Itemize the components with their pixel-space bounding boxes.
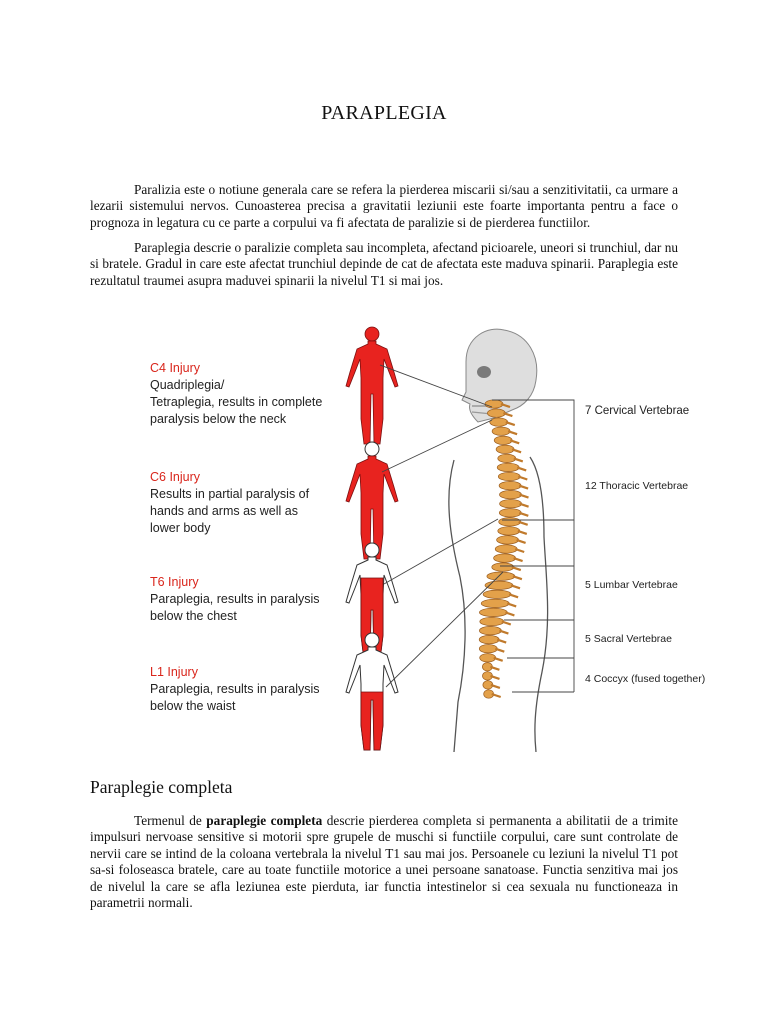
vertebra <box>500 500 522 508</box>
vertebrae-sacral-label: 5 Sacral Vertebrae <box>585 633 672 645</box>
spinous-process <box>508 431 517 434</box>
page-title: PARAPLEGIA <box>321 102 447 124</box>
paragraph-definition-text: Paraplegia descrie o paralizie completa sau incompleta, afectand picioarele, uneori si trunchiul, dar nu si bratele. Gradul in care este afectat trunchiul depinde de cat de afectata este maduva spinarii. Paraplegia este rezultatul traumei asupra maduvei spinarii la nivelul T1 si mai jos. <box>90 240 678 288</box>
spinous-process <box>497 640 506 643</box>
vertebra <box>494 436 512 444</box>
injury-l1-line1: Paraplegia, results in paralysis <box>150 682 320 696</box>
spinous-process <box>507 603 516 606</box>
injury-c6-line3: lower body <box>150 521 211 535</box>
vertebrae-cervical-label: 7 Cervical Vertebrae <box>585 405 690 417</box>
figure-c6-body <box>346 442 398 559</box>
vertebra <box>479 635 499 643</box>
vertebra <box>495 545 517 553</box>
injury-c4-line2: Tetraplegia, results in complete <box>150 395 323 409</box>
skull-illustration <box>462 329 537 422</box>
spinous-process <box>518 477 527 480</box>
injury-l1-line2: below the waist <box>150 699 236 713</box>
vertebra <box>479 608 507 616</box>
vertebrae-lumbar-label: 5 Lumbar Vertebrae <box>585 579 678 591</box>
spinous-process <box>519 522 528 525</box>
spinous-process <box>510 440 519 443</box>
vertebra <box>487 572 515 580</box>
spinous-process <box>520 504 529 507</box>
spinous-process <box>517 467 526 470</box>
spinous-process <box>506 422 515 425</box>
paragraph-rest: descrie pierderea completa si permanenta a abilitatii de a trimite impulsuri nervoase sensitive si motorii spre grupele de muschi si functiile corpului, care sunt controlate de nervii care se intind de la coloana vertebrala la nivelul T1 sau mai jos. Persoanele cu leziuni la nivelul T1 pot sa-si foloseasca bratele, care au toate functiile motorice a unei persoane sanatoase. Functia senzitiva mai jos de nivelul la care se afla leziunea este pierduta, iar functia intestinelor si cea sexuala nu functioneaza in parametrii normali. <box>90 813 678 911</box>
vertebra <box>499 481 521 489</box>
vertebra <box>497 536 519 544</box>
vertebra <box>490 418 508 426</box>
vertebra <box>480 654 496 662</box>
vertebra <box>498 472 520 480</box>
vertebra <box>479 626 501 634</box>
spinous-process <box>509 594 518 597</box>
vertebra <box>479 645 497 653</box>
spinous-process <box>513 576 522 579</box>
spinous-process <box>503 413 512 416</box>
vertebrae-thoracic-label: 12 Thoracic Vertebrae <box>585 480 689 492</box>
vertebrae-labels <box>585 405 705 685</box>
injury-t6-line2: below the chest <box>150 609 237 623</box>
spinous-process <box>505 612 514 615</box>
spinous-process <box>494 658 503 661</box>
injury-t6-line1: Paraplegia, results in paralysis <box>150 592 320 606</box>
vertebra <box>492 563 514 571</box>
spinous-process <box>519 513 528 516</box>
spinous-process <box>514 458 523 461</box>
vertebra <box>498 527 520 535</box>
spinous-process <box>514 558 523 561</box>
paragraph-definition <box>90 240 678 289</box>
spinous-process <box>512 449 521 452</box>
spinous-process <box>512 567 521 570</box>
injury-c6-line1: Results in partial paralysis of <box>150 487 310 501</box>
spinal-injury-figure <box>132 322 724 752</box>
injury-c4-line1: Quadriplegia/ <box>150 378 225 392</box>
spinous-process <box>502 622 511 625</box>
injury-t6-title: T6 Injury <box>150 575 199 589</box>
paragraph-intro <box>90 182 678 231</box>
vertebra <box>492 427 510 435</box>
spinous-process <box>518 531 527 534</box>
vertebra <box>499 509 521 517</box>
figure-c4-body <box>346 327 398 444</box>
vertebra <box>498 454 516 462</box>
vertebra <box>500 490 522 498</box>
vertebra <box>483 590 511 598</box>
injury-l1-title: L1 Injury <box>150 665 198 679</box>
spinous-process <box>515 549 524 552</box>
vertebra <box>487 409 505 417</box>
vertebra <box>499 518 521 526</box>
spinal-injury-diagram <box>132 322 724 752</box>
spinous-process <box>519 486 528 489</box>
figure-l1-body <box>346 633 398 750</box>
vertebra <box>481 599 509 607</box>
paragraph-complete-paraplegia <box>90 813 678 911</box>
vertebra <box>485 400 503 408</box>
spinous-process <box>495 649 504 652</box>
vertebra <box>497 463 519 471</box>
section-heading: Paraplegie completa <box>90 777 233 797</box>
injury-c4-title: C4 Injury <box>150 361 201 375</box>
injury-c6-title: C6 Injury <box>150 470 201 484</box>
spinous-process <box>517 540 526 543</box>
injury-c6-line2: hands and arms as well as <box>150 504 298 518</box>
vertebra <box>496 445 514 453</box>
spine-column <box>479 400 528 698</box>
paragraph-lead: Termenul de <box>134 813 207 828</box>
spinous-process <box>499 631 508 634</box>
paragraph-intro-text: Paralizia este o notiune generala care se refera la pierderea miscarii si/sau a senzitivitatii, ca urmare a lezarii sistemului nervos. Cunoasterea precisa a gravitatii leziunii este foarte importanta pentru a face o prognoza in legatura cu ce parte a corpului va fi afectata de paralizie si de pierderea functiilor. <box>90 182 678 230</box>
vertebra <box>494 554 516 562</box>
vertebrae-coccyx-label: 4 Coccyx (fused together) <box>585 673 706 685</box>
spinous-process <box>520 495 529 498</box>
injury-c4-line3: paralysis below the neck <box>150 412 287 426</box>
paragraph-bold-term: paraplegie completa <box>206 813 323 828</box>
vertebra <box>480 617 504 625</box>
spinous-process <box>511 585 520 588</box>
injury-labels <box>150 361 322 713</box>
